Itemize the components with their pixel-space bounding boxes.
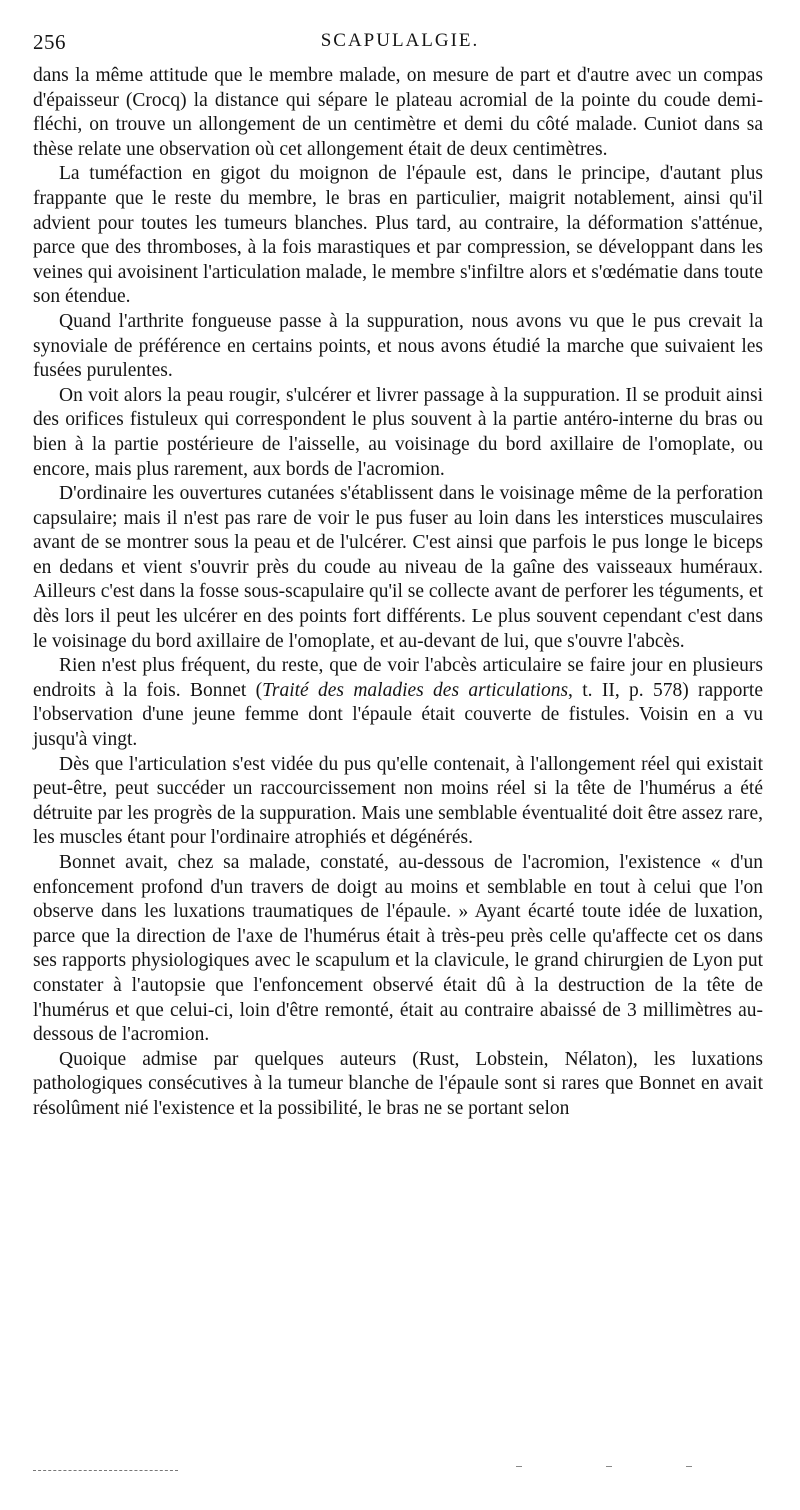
book-title-italic: Traité des maladies des articulations — [262, 679, 569, 701]
paragraph-continued: dans la même attitude que le membre malade, on mesure de part et d'autre avec un compas d'épaisseur (Crocq) la distance qui sépare le plateau acromial de la pointe du coude demi-fléchi, on trouve un allongement de un centimètre et demi du côté malade. Cuniot dans sa thèse relate une observation où cet allongement était de deux centimètres. — [33, 65, 763, 160]
print-speck — [516, 1466, 522, 1467]
paragraph-bonnet-malade: Bonnet avait, chez sa malade, constaté, au-dessous de l'acromion, l'existence « d'un enfoncement profond d'un travers de doigt au moins et semblable en tout à celui que l'on observe dans les luxations traumatiques de l'épaule. » Ayant écarté toute idée de luxation, parce que la direction de l'axe de l'humérus était à très-peu près celle qu'affecte cet os dans ses rapports physiologiques avec le scapulum et la clavicule, le grand chirurgien de Lyon put constater à l'autopsie que l'enfoncement observé était dû à la destruction de la tête de l'humérus et que celui-ci, loin d'être remonté, était au contraire abaissé de 3 millimètres au-dessous de l'acromion. — [33, 852, 763, 1046]
paragraph-suppuration: Quand l'arthrite fongueuse passe à la suppuration, nous avons vu que le pus crevait la synoviale de préférence en certains points, et nous avons étudié la marche que suivaient les fusées purulentes. — [33, 310, 763, 382]
page-number: 256 — [33, 30, 66, 54]
print-speck — [606, 1466, 612, 1467]
citation-after: , t. II, p. 578) rapporte l'observation d'une jeune femme dont l'épaule était couverte de fistules. Voisin en a vu jusqu'à vingt. — [33, 679, 764, 751]
paragraph-ouvertures: D'ordinaire les ouvertures cutanées s'établissent dans le voisinage même de la perforation capsulaire; mais il n'est pas rare de voir le pus fuser au loin dans les interstices musculaires avant de se montrer sous la peau et de l'ulcérer. C'est ainsi que parfois le pus longe le biceps en dedans et vient s'ouvrir près du coude au niveau de la gaîne des vaisseaux huméraux. Ailleurs c'est dans la fosse sous-scapulaire qu'il se collecte avant de perforer les téguments, et dès lors il peut les ulcérer en des points fort différents. Le plus souvent cependant c'est dans le voisinage du bord axillaire de l'omoplate, et au-devant de lui, que s'ouvre l'abcès. — [33, 483, 763, 652]
running-head: SCAPULALGIE. — [320, 30, 480, 51]
paragraph-bonnet-citation — [33, 654, 763, 752]
body-text — [33, 64, 763, 1122]
paragraph-luxations: Quoique admise par quelques auteurs (Rust, Lobstein, Nélaton), les luxations pathologiques consécutives à la tumeur blanche de l'épaule sont si rares que Bonnet en avait résolûment nié l'existence et la possibilité, le bras ne se portant selon — [33, 1048, 763, 1119]
page-header — [33, 26, 767, 60]
paragraph-raccourcissement: Dès que l'articulation s'est vidée du pus qu'elle contenait, à l'allongement réel qui existait peut-être, peut succéder un raccourcissement non moins réel si la tête de l'humérus a été détruite par les progrès de la suppuration. Mais une semblable éventualité doit être assez rare, les muscles étant pour l'ordinaire atrophiés et dégénérés. — [33, 753, 763, 849]
footer-specks — [0, 1466, 800, 1476]
citation-before: Rien n'est plus fréquent, du reste, que de voir l'abcès articulaire se faire jour en plusieurs endroits à la fois. Bonnet ( — [33, 655, 763, 701]
paragraph-fistules: On voit alors la peau rougir, s'ulcérer et livrer passage à la suppuration. Il se produit ainsi des orifices fistuleux qui correspondent le plus souvent à la partie antéro-interne du bras ou bien à la partie postérieure de l'aisselle, au voisinage du bord axillaire de l'omoplate, ou encore, mais plus rarement, aux bords de l'acromion. — [33, 384, 763, 480]
print-speck — [686, 1466, 692, 1467]
paragraph-tumefaction: La tuméfaction en gigot du moignon de l'épaule est, dans le principe, d'autant plus frappante que le reste du membre, le bras en particulier, maigrit notablement, ainsi qu'il advient pour toutes les tumeurs blanches. Plus tard, au contraire, la déformation s'atténue, parce que des thromboses, à la fois marastiques et par compression, se développant dans les veines qui avoisinent l'articulation malade, le membre s'infiltre alors et s'œdématie dans toute son étendue. — [33, 163, 763, 308]
